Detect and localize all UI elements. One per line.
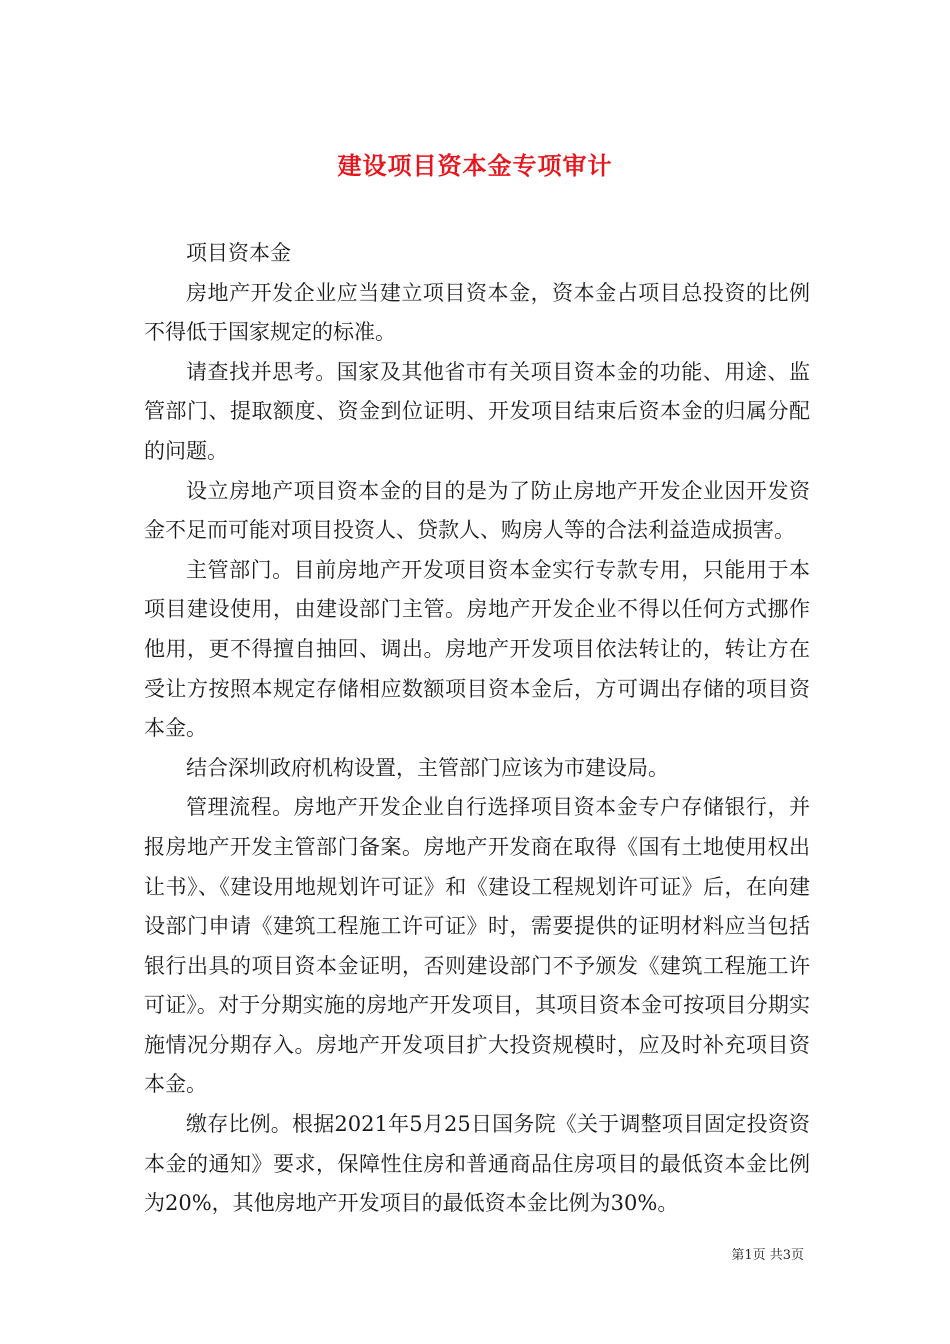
paragraph: 房地产开发企业应当建立项目资本金，资本金占项目总投资的比例不得低于国家规定的标准。 [144,280,810,345]
section-heading: 项目资本金 [186,241,291,265]
paragraph: 管理流程。房地产开发企业自行选择项目资本金专户存储银行，并报房地产开发主管部门备案。房地产开发商在取得《国有土地使用权出让书》、《建设用地规划许可证》和《建设工程规划许可证》后，在向建设部门申请《建筑工程施工许可证》时，需要提供的证明材料应当包括银行出具的项目资本金证明，否则建设部门不予颁发《建筑工程施工许可证》。对于分期实施的房地产开发项目，其项目资本金可按项目分期实施情况分期存入。房地产开发项目扩大投资规模时，应及时补充项目资本金。 [144,795,810,1097]
paragraph: 设立房地产项目资本金的目的是为了防止房地产开发企业因开发资金不足而可能对项目投资人、贷款人、购房人等的合法利益造成损害。 [144,478,810,543]
paragraph: 结合深圳政府机构设置，主管部门应该为市建设局。 [186,755,669,780]
paragraph: 主管部门。目前房地产开发项目资本金实行专款专用，只能用于本项目建设使用，由建设部门主管。房地产开发企业不得以任何方式挪作他用，更不得擅自抽回、调出。房地产开发项目依法转让的，转让方在受让方按照本规定存储相应数额项目资本金后，方可调出存储的项目资本金。 [144,557,810,741]
document-body [144,234,810,1224]
page-number: 第1页 共3页 [731,1248,804,1263]
paragraph: 缴存比例。根据2021年5月25日国务院《关于调整项目固定投资资本金的通知》要求，保障性住房和普通商品住房项目的最低资本金比例为20%，其他房地产开发项目的最低资本金比例为30%。 [144,1112,810,1216]
document-title: 建设项目资本金专项审计 [337,151,613,181]
paragraph: 请查找并思考。国家及其他省市有关项目资本金的功能、用途、监管部门、提取额度、资金到位证明、开发项目结束后资本金的归属分配的问题。 [144,359,810,463]
